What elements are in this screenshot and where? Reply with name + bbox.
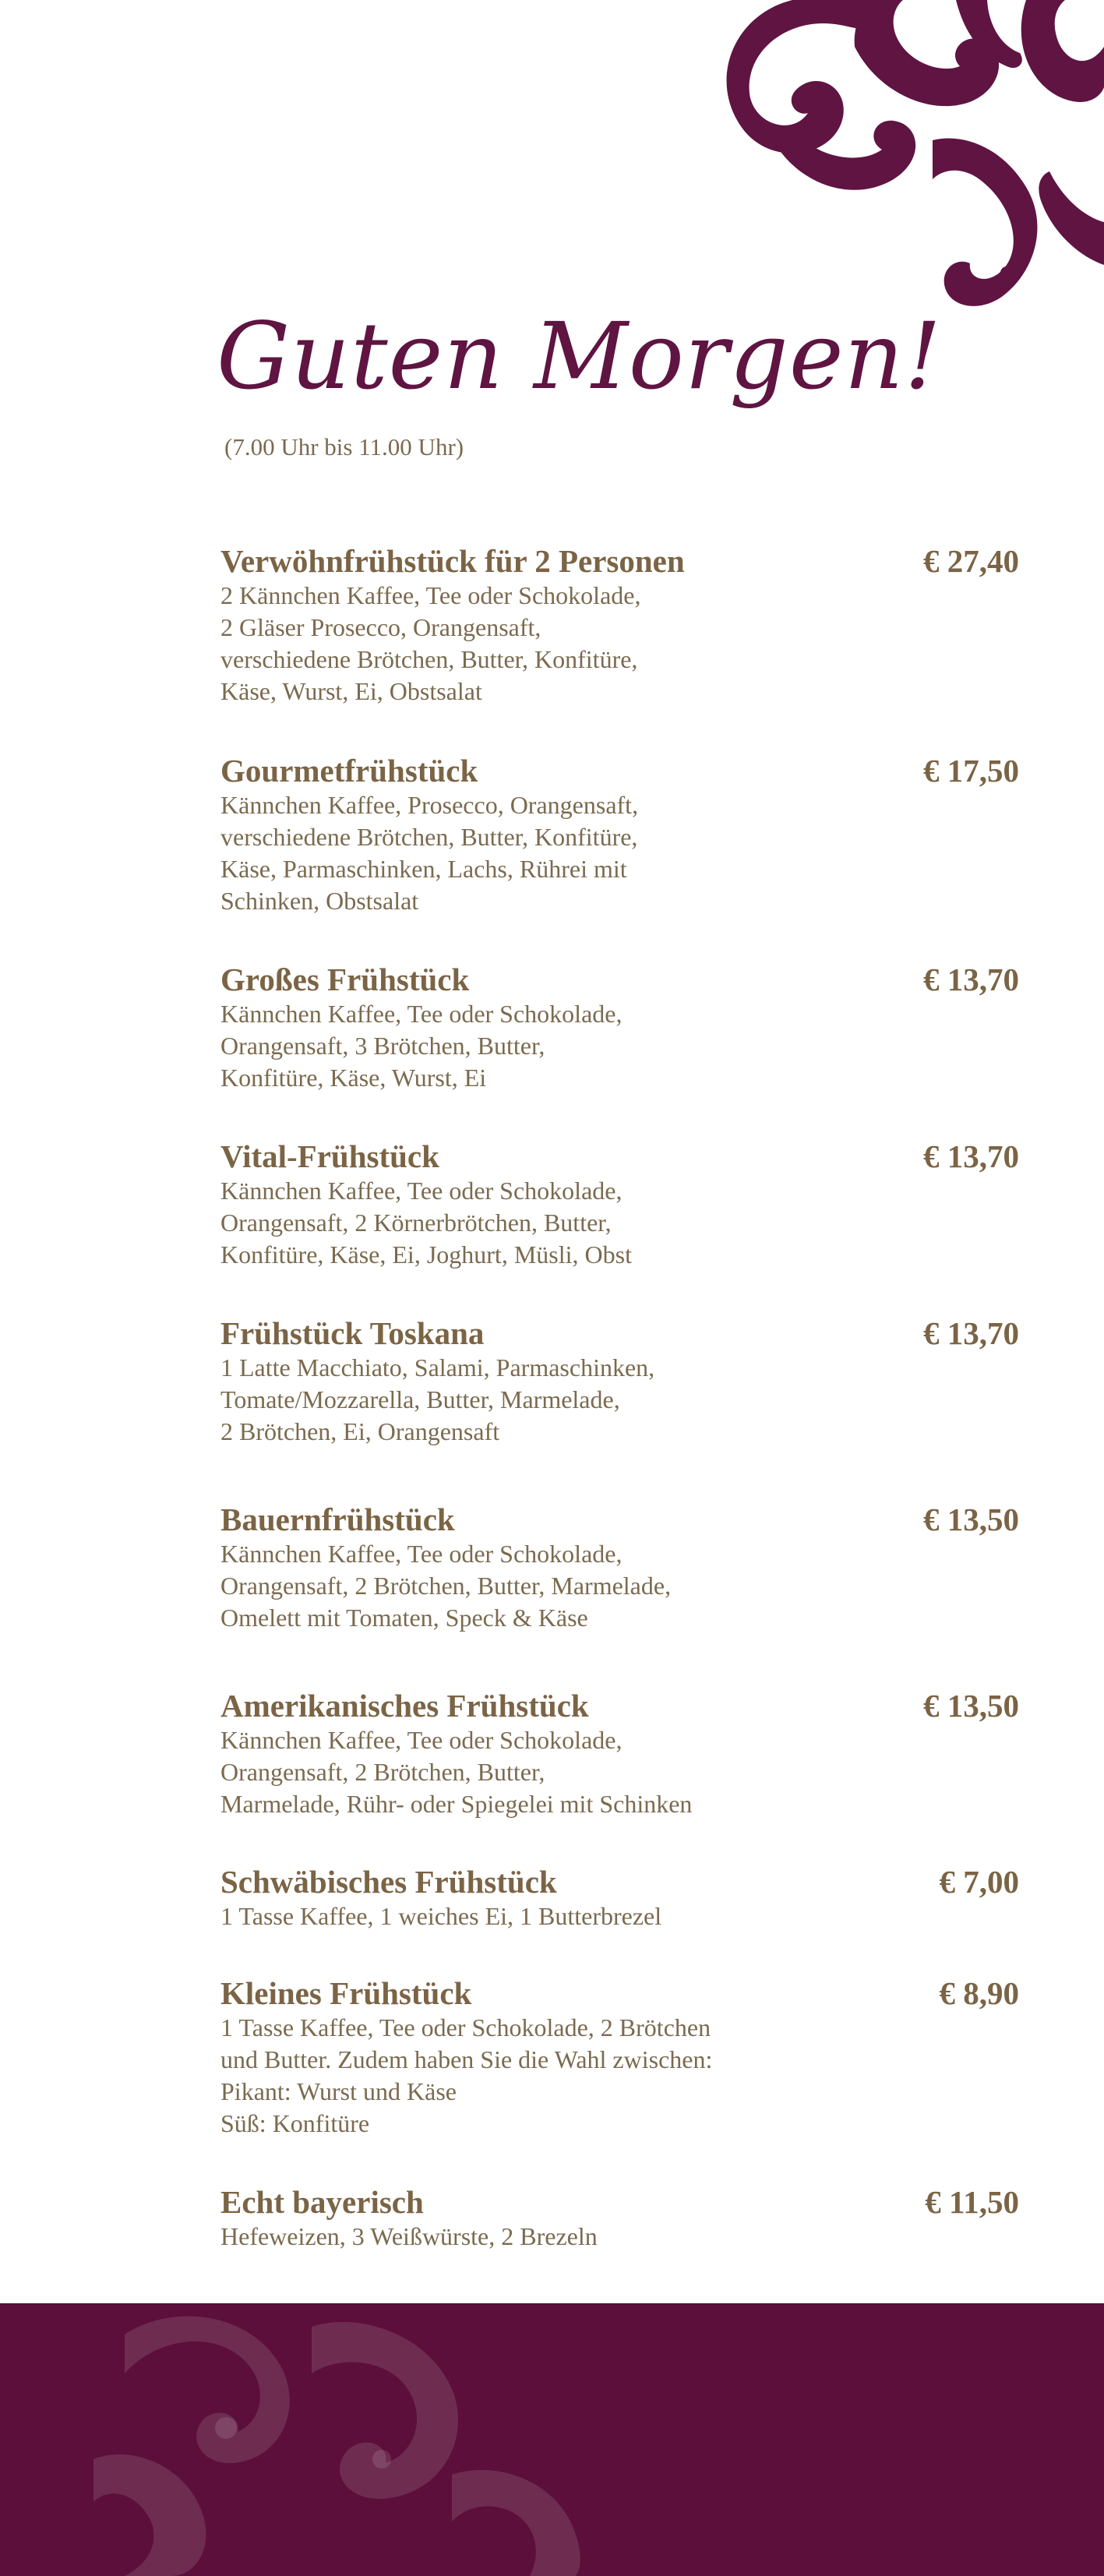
menu-item-name: Großes Frühstück — [220, 962, 470, 997]
description-line: Tomate/Mozzarella, Butter, Marmelade, — [220, 1385, 620, 1413]
menu-item-price: € 13,70 — [923, 1138, 1019, 1174]
description-line: Kännchen Kaffee, Prosecco, Orangensaft, — [220, 791, 639, 819]
page-title: Guten Morgen! — [217, 302, 943, 410]
menu-item-price: € 11,50 — [925, 2184, 1019, 2220]
description-line: Kännchen Kaffee, Tee oder Schokolade, — [220, 1177, 623, 1205]
description-line: verschiedene Brötchen, Butter, Konfitüre, — [220, 645, 638, 673]
menu-item — [220, 752, 1019, 917]
menu-item-name: Kleines Frühstück — [220, 1975, 472, 2011]
menu-item-description — [220, 2221, 828, 2253]
menu-item-price: € 13,50 — [923, 1688, 1019, 1724]
menu-item-name: Frühstück Toskana — [220, 1315, 485, 1351]
opening-hours: (7.00 Uhr bis 11.00 Uhr) — [224, 433, 464, 461]
description-line: Kännchen Kaffee, Tee oder Schokolade, — [220, 1000, 623, 1028]
description-line: Orangensaft, 2 Brötchen, Butter, Marmelade, — [220, 1572, 672, 1600]
menu-item-price: € 17,50 — [923, 753, 1019, 789]
menu-item-description — [220, 1175, 828, 1271]
description-line: Käse, Parmaschinken, Lachs, Rührei mit — [220, 855, 627, 883]
ornament-top-icon — [699, 0, 1104, 319]
menu-item — [220, 1863, 1019, 1932]
menu-item-description — [220, 2012, 828, 2140]
menu-item — [220, 1138, 1019, 1271]
menu-item-description — [220, 998, 828, 1094]
menu-item-name: Echt bayerisch — [220, 2184, 424, 2220]
menu-item-price: € 13,70 — [923, 1315, 1019, 1351]
description-line: 2 Brötchen, Ei, Orangensaft — [220, 1417, 500, 1445]
description-line: Marmelade, Rühr- oder Spiegelei mit Schinken — [220, 1790, 693, 1818]
description-line: Kännchen Kaffee, Tee oder Schokolade, — [220, 1540, 623, 1568]
menu-item — [220, 1501, 1019, 1634]
menu-item-name: Bauernfrühstück — [220, 1501, 455, 1537]
menu-item-name: Verwöhnfrühstück für 2 Personen — [220, 543, 685, 579]
menu-item — [220, 1314, 1019, 1448]
description-line: Konfitüre, Käse, Ei, Joghurt, Müsli, Obst — [220, 1240, 632, 1269]
menu-item-price: € 7,00 — [939, 1864, 1019, 1900]
description-line: Orangensaft, 3 Brötchen, Butter, — [220, 1032, 545, 1060]
menu-item-description — [220, 1352, 828, 1448]
description-line: und Butter. Zudem haben Sie die Wahl zwischen: — [220, 2045, 713, 2073]
description-line: Käse, Wurst, Ei, Obstsalat — [220, 677, 482, 705]
menu-item-name: Vital-Frühstück — [220, 1138, 439, 1174]
footer-ornament-icon — [78, 2303, 701, 2576]
description-line: Schinken, Obstsalat — [220, 887, 419, 915]
menu-item-description — [220, 789, 828, 917]
description-line: Kännchen Kaffee, Tee oder Schokolade, — [220, 1726, 623, 1754]
description-line: 1 Tasse Kaffee, Tee oder Schokolade, 2 Brötchen — [220, 2013, 711, 2041]
menu-item-description — [220, 580, 828, 708]
description-line: 2 Kännchen Kaffee, Tee oder Schokolade, — [220, 581, 641, 609]
description-line: 1 Latte Macchiato, Salami, Parmaschinken, — [220, 1353, 655, 1382]
description-line: Hefeweizen, 3 Weißwürste, 2 Brezeln — [220, 2222, 598, 2250]
description-line: Pikant: Wurst und Käse — [220, 2077, 457, 2105]
menu-item-name: Schwäbisches Frühstück — [220, 1864, 557, 1900]
menu-item-description — [220, 1724, 828, 1820]
menu-item-price: € 13,70 — [923, 962, 1019, 997]
menu-item-price: € 8,90 — [939, 1975, 1019, 2011]
description-line: Orangensaft, 2 Brötchen, Butter, — [220, 1758, 545, 1786]
menu-item-description — [220, 1538, 828, 1634]
footer-band — [0, 2303, 1104, 2576]
menu-item — [220, 2183, 1019, 2253]
description-line: verschiedene Brötchen, Butter, Konfitüre, — [220, 823, 638, 851]
menu-item-name: Amerikanisches Frühstück — [220, 1688, 589, 1724]
menu-item — [220, 961, 1019, 1094]
menu-item-price: € 27,40 — [923, 543, 1019, 579]
description-line: Orangensaft, 2 Körnerbrötchen, Butter, — [220, 1209, 612, 1237]
description-line: 1 Tasse Kaffee, 1 weiches Ei, 1 Butterbrezel — [220, 1902, 662, 1930]
menu-item-name: Gourmetfrühstück — [220, 753, 478, 789]
menu-item — [220, 542, 1019, 708]
menu-item-price: € 13,50 — [923, 1501, 1019, 1537]
description-line: Konfitüre, Käse, Wurst, Ei — [220, 1064, 487, 1092]
menu-item — [220, 1974, 1019, 2140]
description-line: 2 Gläser Prosecco, Orangensaft, — [220, 613, 541, 641]
description-line: Süß: Konfitüre — [220, 2109, 370, 2137]
menu-item-description — [220, 1900, 828, 1932]
description-line: Omelett mit Tomaten, Speck & Käse — [220, 1604, 588, 1632]
menu-item — [220, 1687, 1019, 1820]
